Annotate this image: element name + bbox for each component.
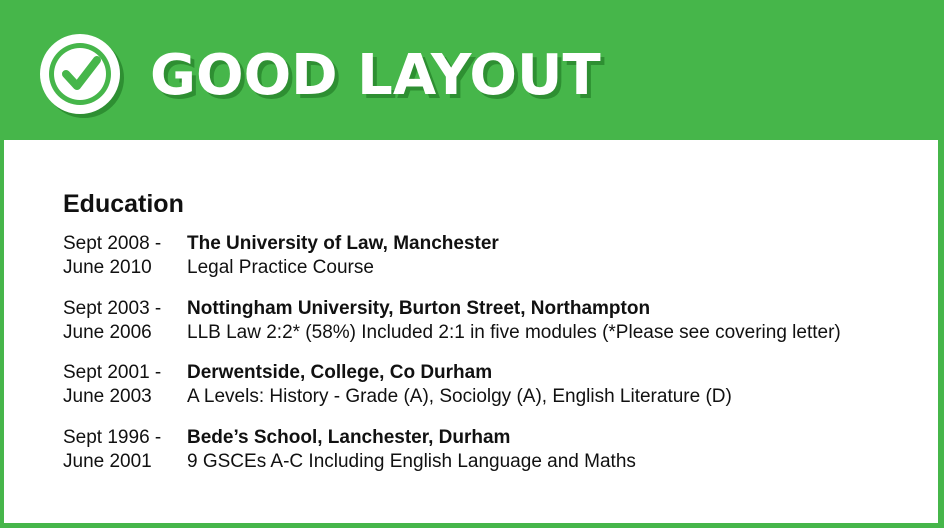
entry-detail: Legal Practice Course [187, 257, 374, 278]
entry-details [187, 361, 732, 409]
entry-details [187, 426, 636, 474]
entry-end-date: June 2001 [63, 450, 152, 472]
entry-detail: LLB Law 2:2* (58%) Included 2:1 in five modules (*Please see covering letter) [187, 321, 841, 343]
entry-details [187, 232, 499, 280]
banner-title: GOOD LAYOUT [150, 43, 601, 108]
entry-institution: Bede’s School, Lanchester, Durham [187, 426, 511, 448]
entry-institution: Derwentside, College, Co Durham [187, 362, 493, 383]
entry-start-date: Sept 2001 - [63, 362, 162, 383]
entry-start-date: Sept 2008 - [63, 233, 162, 254]
education-list [63, 232, 923, 490]
education-entry [63, 232, 923, 297]
entry-dates [63, 361, 183, 409]
banner [0, 0, 944, 140]
entry-end-date: June 2003 [63, 386, 152, 407]
entry-institution: Nottingham University, Burton Street, Northampton [187, 297, 651, 319]
entry-end-date: June 2010 [63, 257, 152, 278]
entry-start-date: Sept 1996 - [63, 426, 162, 448]
entry-institution: The University of Law, Manchester [187, 233, 499, 254]
section-title: Education [63, 190, 184, 218]
education-entry [63, 297, 923, 362]
entry-dates [63, 426, 183, 474]
entry-details [187, 297, 841, 345]
education-entry [63, 361, 923, 426]
entry-dates [63, 297, 183, 345]
check-circle-icon [30, 28, 130, 120]
entry-detail: 9 GSCEs A-C Including English Language and Maths [187, 450, 636, 472]
entry-dates [63, 232, 183, 280]
education-entry [63, 426, 923, 491]
entry-start-date: Sept 2003 - [63, 297, 162, 319]
entry-detail: A Levels: History - Grade (A), Sociolgy (A), English Literature (D) [187, 386, 732, 407]
entry-end-date: June 2006 [63, 321, 152, 343]
content-card [4, 140, 938, 523]
